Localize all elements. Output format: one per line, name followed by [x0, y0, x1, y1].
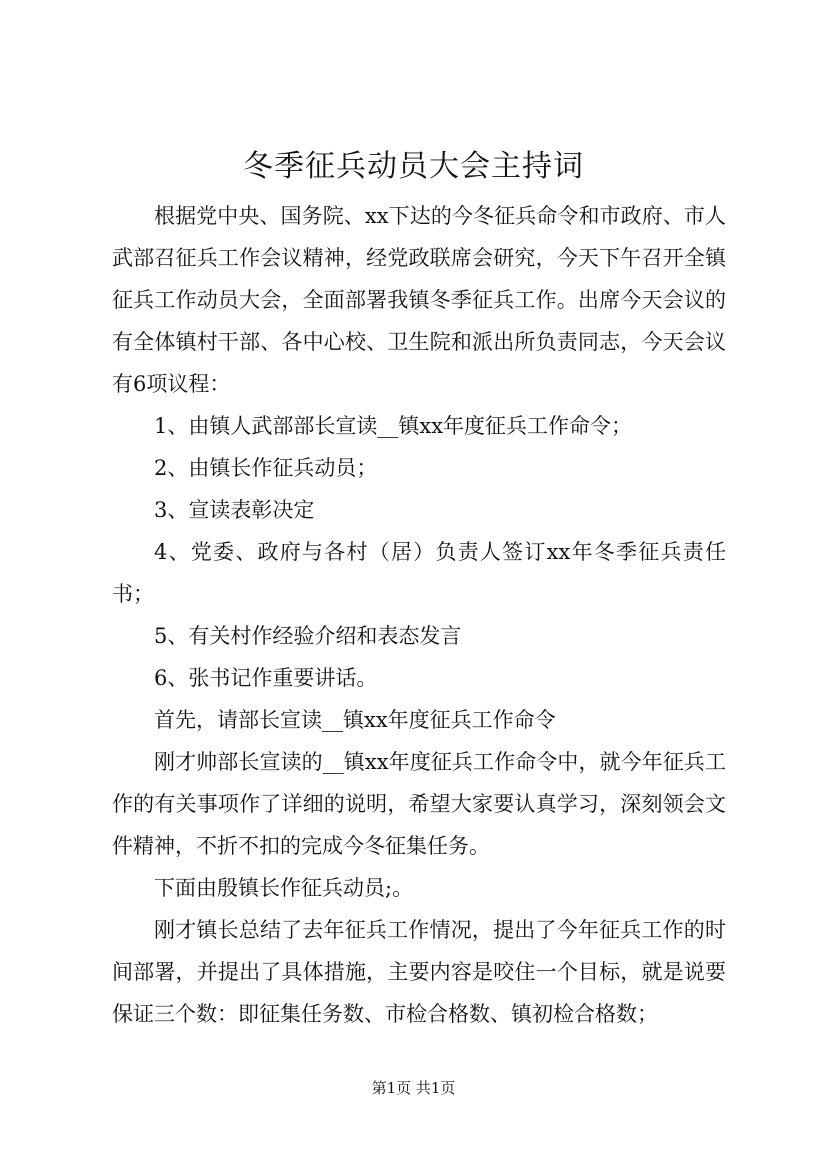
paragraph-first-item: 首先，请部长宣读__镇xx年度征兵工作命令 — [154, 708, 556, 732]
page-footer: 第1页 共1页 — [371, 1079, 456, 1097]
paragraph-intro: 根据党中央、国务院、xx下达的今冬征兵命令和市政府、市人武部召征兵工作会议精神，经党政联席会研究，今天下午召开全镇征兵工作动员大会，全面部署我镇冬季征兵工作。出席今天会议的有全体镇村干部、各中心校、卫生院和派出所负责同志，今天会议有6项议程： — [112, 204, 726, 396]
agenda-item-2: 2、由镇长作征兵动员； — [154, 456, 378, 480]
agenda-item-1: 1、由镇人武部部长宣读__镇xx年度征兵工作命令； — [154, 414, 633, 438]
document-body — [112, 195, 726, 1035]
document-title: 冬季征兵动员大会主持词 — [243, 149, 584, 184]
paragraph-command-summary: 刚才帅部长宣读的__镇xx年度征兵工作命令中，就今年征兵工作的有关事项作了详细的说明，希望大家要认真学习，深刻领会文件精神，不折不扣的完成今冬征集任务。 — [112, 750, 726, 858]
agenda-item-5: 5、有关村作经验介绍和表态发言 — [154, 624, 462, 648]
paragraph-mayor-summary: 刚才镇长总结了去年征兵工作情况，提出了今年征兵工作的时间部署，并提出了具体措施，主要内容是咬住一个目标，就是说要保证三个数：即征集任务数、市检合格数、镇初检合格数； — [112, 918, 726, 1026]
agenda-item-3: 3、宣读表彰决定 — [154, 498, 315, 522]
agenda-item-4: 4、党委、政府与各村（居）负责人签订xx年冬季征兵责任书； — [112, 540, 726, 606]
paragraph-mobilization: 下面由殷镇长作征兵动员;。 — [154, 876, 414, 900]
agenda-item-6: 6、张书记作重要讲话。 — [154, 666, 378, 690]
